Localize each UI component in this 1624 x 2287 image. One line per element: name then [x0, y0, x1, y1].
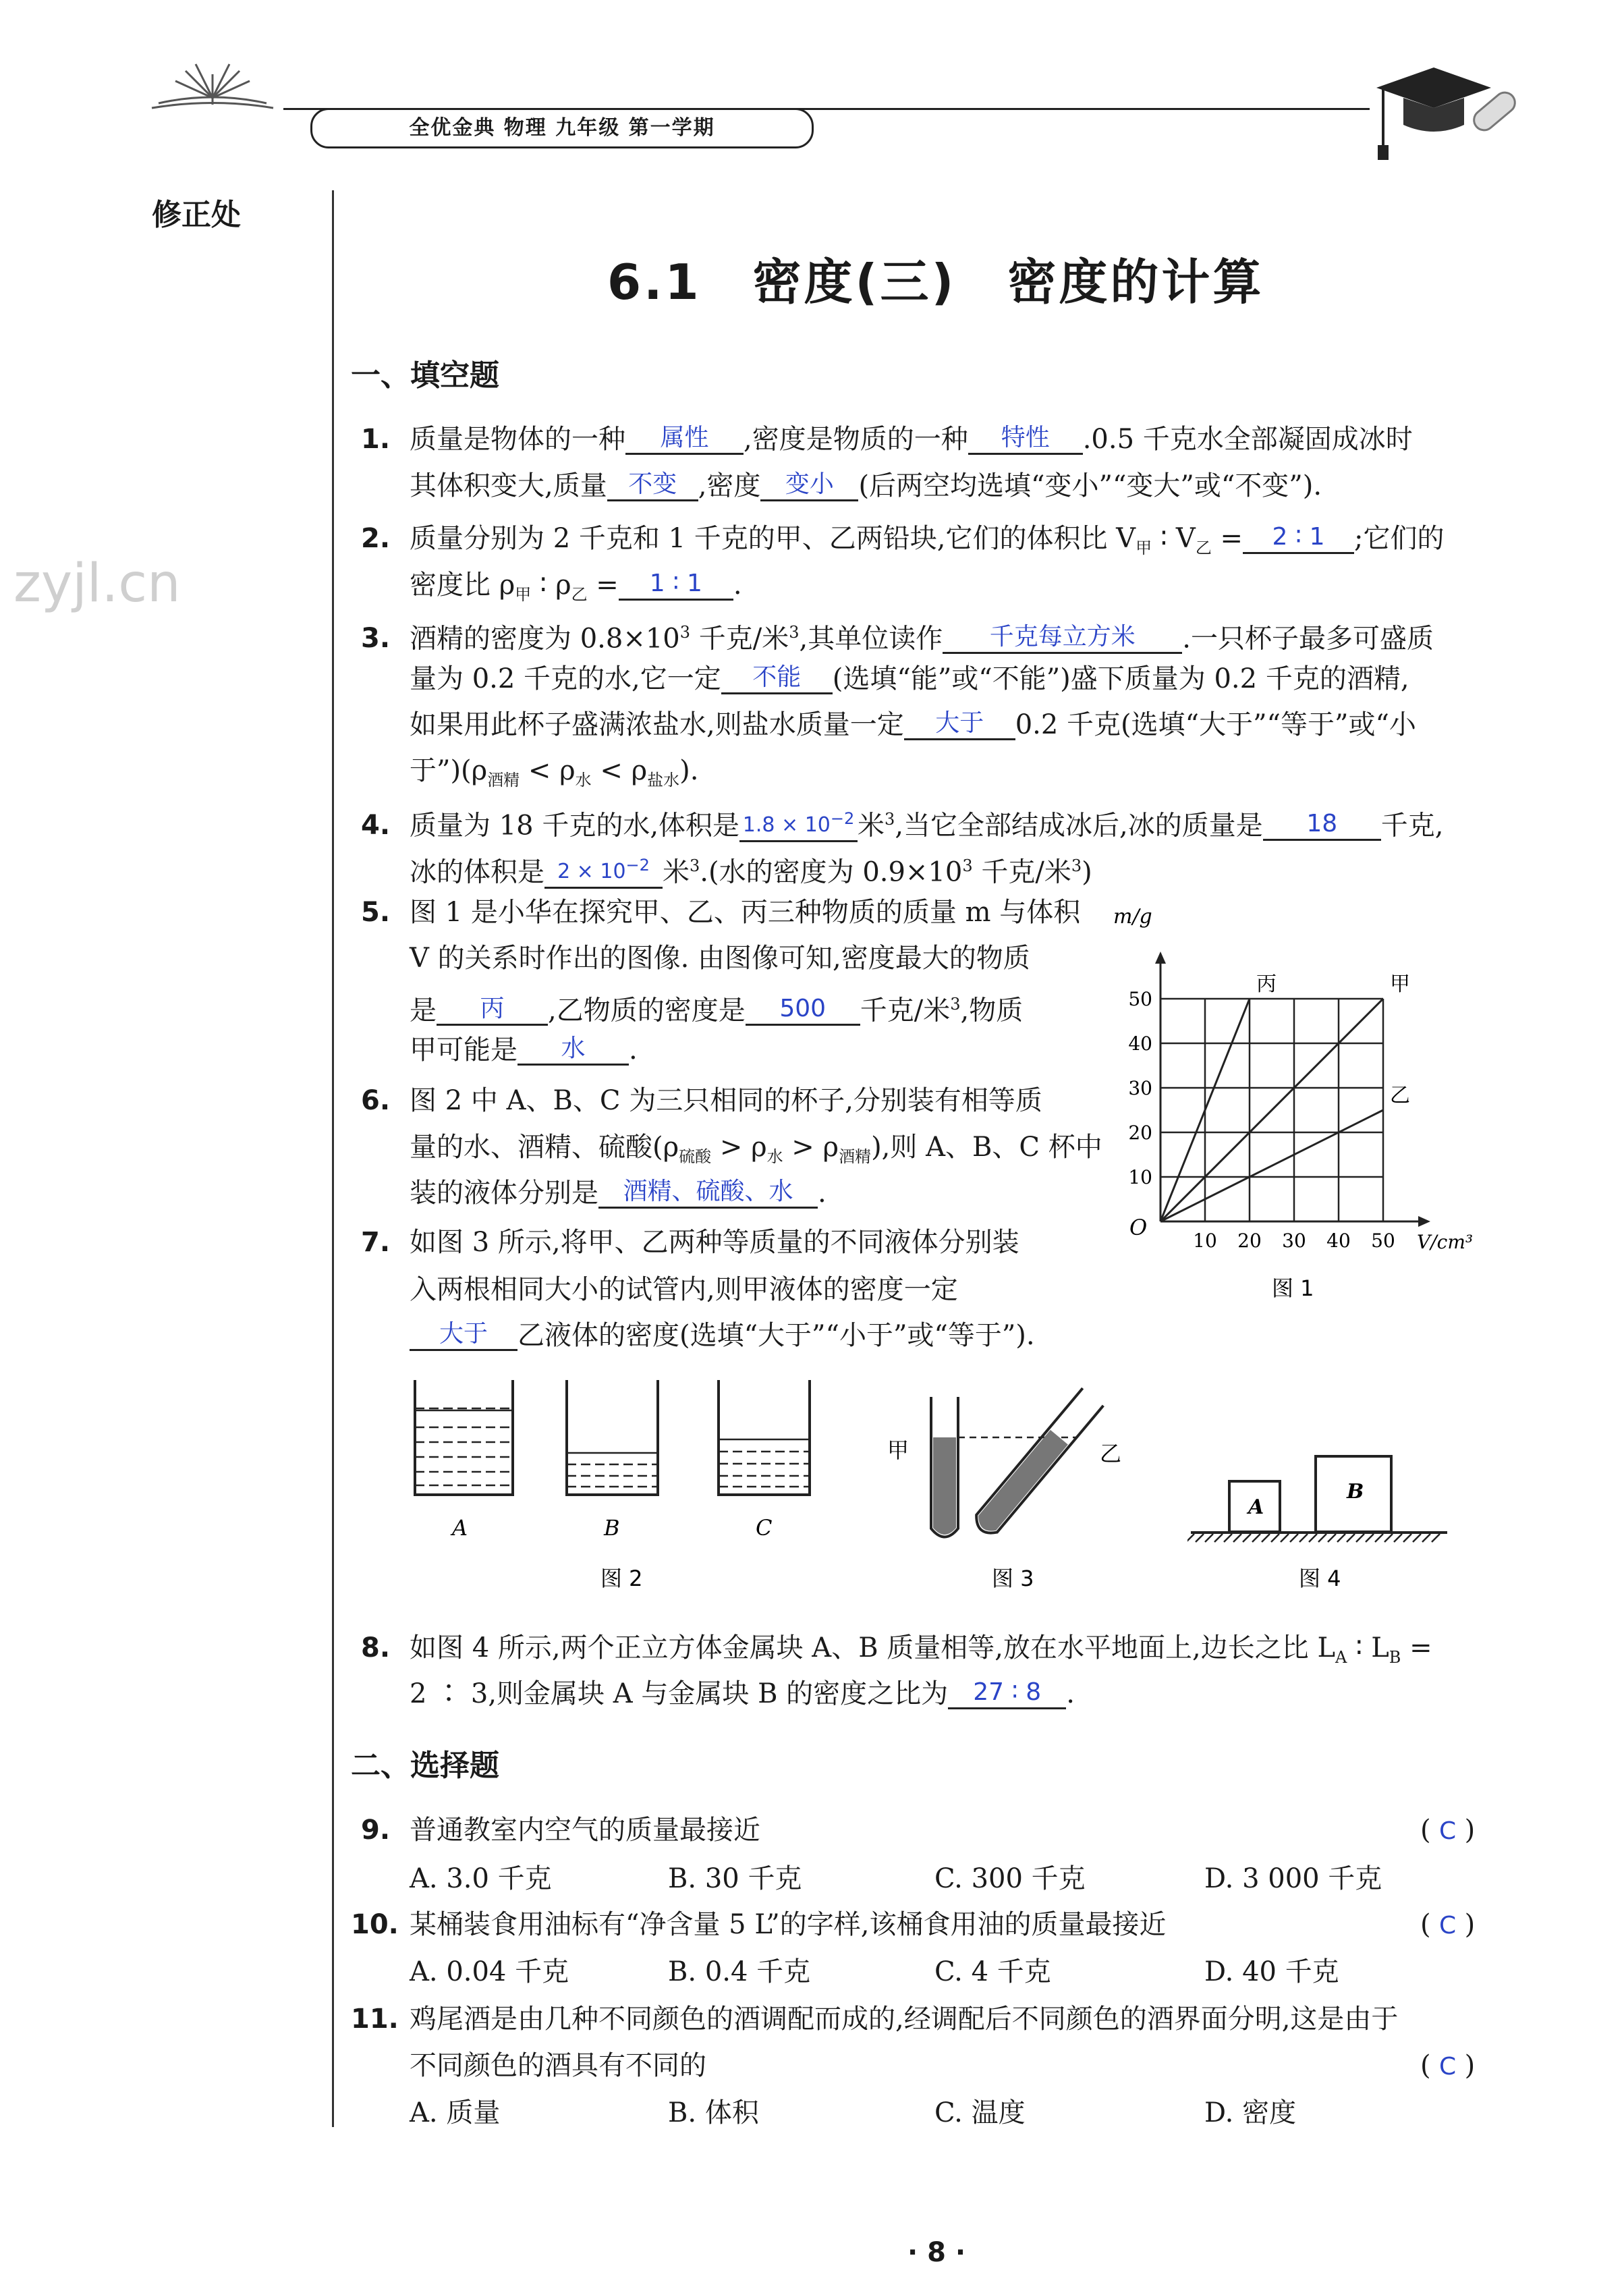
cup-a-label: A	[452, 1515, 468, 1541]
figure-2-cups	[398, 1367, 816, 1589]
question-3: 3. 酒精的密度为 $0.8\times 10^3$ 千克/米$^3$,其单位读作 千克每立方米 .一只杯子最多可盛质	[361, 623, 1434, 655]
series-label: 乙	[1390, 1084, 1410, 1107]
ground-hatch	[1290, 1534, 1298, 1542]
question-6: 6. 图 2 中 A、B、C 为三只相同的杯子,分别装有相等质	[361, 1085, 1042, 1116]
answer-blank: 1 ∶ 1	[619, 569, 733, 601]
answer-blank: 500	[746, 994, 860, 1026]
figure-1-caption: 图 1	[1272, 1275, 1314, 1301]
question-8-line2: 2 ∶ 3,则金属块 A 与金属块 B 的密度之比为 27 ∶ 8 .	[410, 1678, 1075, 1709]
question-5: 5. 图 1 是小华在探究甲、乙、丙三种物质的质量 m 与体积	[361, 897, 1081, 928]
block-a-label: A	[1248, 1495, 1264, 1519]
ground-hatch	[1243, 1534, 1251, 1542]
ground-hatch	[1224, 1534, 1232, 1542]
ground-hatch	[1214, 1534, 1223, 1542]
question-9-answer: ( C )	[1420, 1815, 1476, 1846]
x-tick-label: 10	[1193, 1230, 1217, 1252]
origin-label: O	[1129, 1215, 1148, 1240]
answer-blank: 变小	[760, 470, 858, 501]
q11-option-d: D. 密度	[1204, 2097, 1297, 2128]
answer-blank: $2 \times 10^{-2}$	[544, 850, 663, 889]
y-tick-label: 10	[1128, 1166, 1152, 1188]
x-axis-arrow	[1418, 1216, 1430, 1227]
question-7-line3: 大于 乙液体的密度(选填“大于”“小于”或“等于”).	[410, 1313, 1035, 1358]
ground-hatch	[1328, 1534, 1336, 1542]
section-fill-blank: 一、填空题	[351, 358, 499, 393]
series-label: 丙	[1256, 972, 1277, 996]
question-7: 7. 如图 3 所示,将甲、乙两种等质量的不同液体分别装	[361, 1227, 1019, 1258]
y-tick-label: 30	[1128, 1077, 1152, 1099]
question-1-line2: 其体积变大,质量 不变 ,密度 变小 (后两空均选填“变小”“变大”或“不变”).	[410, 470, 1322, 501]
cup-c-label: C	[756, 1515, 773, 1541]
ground-hatch	[1233, 1534, 1241, 1542]
watermark: zyjl.cn	[13, 553, 181, 614]
ground-hatch	[1403, 1534, 1411, 1542]
answer-blank: 丙	[437, 994, 548, 1026]
page-title: 6.1 密度(三) 密度的计算	[607, 254, 1264, 310]
tube-yi-label: 乙	[1100, 1441, 1122, 1466]
cup-c	[719, 1380, 810, 1495]
figure-3-caption: 图 3	[992, 1566, 1034, 1591]
ground-hatch	[1196, 1534, 1204, 1542]
question-3-line3: 如果用此杯子盛满浓盐水,则盐水质量一定 大于 0.2 千克(选填“大于”“等于”或“小	[410, 709, 1416, 740]
answer-blank: 特性	[968, 423, 1083, 455]
y-tick-label: 50	[1128, 988, 1152, 1010]
tube-jia-label: 甲	[887, 1437, 909, 1463]
graduation-cap-icon	[1370, 54, 1525, 162]
question-5-line4: 甲可能是 水 .	[410, 1035, 638, 1066]
x-tick-label: 20	[1237, 1230, 1262, 1252]
y-tick-label: 20	[1128, 1122, 1152, 1144]
question-11-answer: ( C )	[1420, 2050, 1476, 2081]
question-2-line2: 密度比 $\rho_甲$ ∶ $\rho_乙 = 1$ ∶ 1 .	[410, 570, 742, 604]
question-5-line2: V 的关系时作出的图像. 由图像可知,密度最大的物质	[410, 943, 1030, 974]
question-4: 4. 质量为 18 千克的水,体积是 $1.8 \times 10^{-2}$ 米$^3$,当它全部结成冰后,冰的质量是 18 千克,	[361, 796, 1443, 848]
ground-hatch	[1281, 1534, 1289, 1542]
figure-1-chart	[1107, 898, 1484, 1316]
question-10: 10. 某桶装食用油标有“净含量 5 L”的字样,该桶食用油的质量最接近	[351, 1909, 1167, 1940]
q9-option-a: A. 3.0 千克	[410, 1863, 552, 1894]
q9-option-c: C. 300 千克	[934, 1863, 1086, 1894]
ground-hatch	[1187, 1534, 1194, 1542]
answer-blank: 水	[517, 1034, 629, 1066]
q11-option-a: A. 质量	[410, 2097, 501, 2128]
q10-option-d: D. 40 千克	[1204, 1956, 1339, 1987]
answer-blank: 2 ∶ 1	[1243, 522, 1354, 554]
question-8: 8. 如图 4 所示,两个正立方体金属块 A、B 质量相等,放在水平地面上,边长之比 $L_A$ ∶ $L_B$ =	[361, 1632, 1432, 1667]
ground-hatch	[1309, 1534, 1317, 1542]
series-label: 甲	[1390, 972, 1410, 996]
q11-option-c: C. 温度	[934, 2097, 1026, 2128]
section-multiple-choice: 二、选择题	[351, 1748, 499, 1783]
question-3-line2: 量为 0.2 千克的水,它一定 不能 (选填“能”或“不能”)盛下质量为 0.2 千克的酒精,	[410, 663, 1409, 694]
correction-label: 修正处	[152, 198, 241, 232]
book-logo-icon	[145, 57, 280, 118]
cup-a	[415, 1380, 513, 1495]
ground-hatch	[1375, 1534, 1383, 1542]
x-axis-label: V/cm³	[1417, 1231, 1474, 1253]
x-tick-label: 40	[1326, 1230, 1351, 1252]
figure-2-caption: 图 2	[600, 1566, 643, 1589]
q10-option-a: A. 0.04 千克	[410, 1956, 569, 1987]
ground-hatch	[1299, 1534, 1308, 1542]
ground-hatch	[1252, 1534, 1260, 1542]
question-6-line2: 量的水、酒精、硫酸$(\rho_{硫酸} > \rho_水 > \rho_{酒精})$,则 A、B、C 杯中	[410, 1132, 1102, 1166]
ground-hatch	[1205, 1534, 1213, 1542]
question-6-line3: 装的液体分别是 酒精、硫酸、水 .	[410, 1178, 827, 1209]
ground-hatch	[1394, 1534, 1402, 1542]
ground-hatch	[1262, 1534, 1270, 1542]
margin-rule	[332, 190, 334, 2127]
question-1: 1. 质量是物体的一种 属性 ,密度是物质的一种 特性 .0.5 千克水全部凝固成冰时	[361, 424, 1413, 455]
answer-blank: 18	[1263, 809, 1381, 841]
ground-hatch	[1432, 1534, 1440, 1542]
answer-blank: 属性	[625, 423, 744, 455]
ground-hatch	[1271, 1534, 1279, 1542]
question-10-answer: ( C )	[1420, 1909, 1476, 1940]
cup-b	[567, 1380, 658, 1495]
ground-hatch	[1356, 1534, 1364, 1542]
question-4-line2: 冰的体积是 $2 \times 10^{-2}$ 米$^3$.(水的密度为 $0.9\times 10^3$ 千克/米$^3$)	[410, 843, 1092, 895]
answer-blank: 不变	[607, 470, 698, 501]
x-tick-label: 50	[1371, 1230, 1395, 1252]
question-11: 11. 鸡尾酒是由几种不同颜色的酒调配而成的,经调配后不同颜色的酒界面分明,这是由于	[351, 2004, 1399, 2035]
ground-hatch	[1347, 1534, 1355, 1542]
answer-blank: 千克每立方米	[943, 622, 1182, 654]
series-line-3	[1160, 1110, 1383, 1221]
answer-blank: 大于	[410, 1319, 517, 1351]
y-axis-arrow	[1155, 952, 1166, 964]
page-number: · 8 ·	[907, 2237, 966, 2268]
q9-option-b: B. 30 千克	[668, 1863, 802, 1894]
block-b-label: B	[1347, 1480, 1364, 1504]
ground-hatch	[1413, 1534, 1421, 1542]
book-header: 全优金典 物理 九年级 第一学期	[310, 108, 814, 148]
cup-b-label: B	[604, 1515, 620, 1541]
question-2: 2. 质量分别为 2 千克和 1 千克的甲、乙两铅块,它们的体积比 $V_甲$ ∶ $V_乙 = 2$ ∶ 1 ;它们的	[361, 523, 1445, 557]
ground-hatch	[1422, 1534, 1430, 1542]
question-11-line2: 不同颜色的酒具有不同的	[410, 2050, 706, 2081]
answer-blank: $1.8 \times 10^{-2}$	[739, 804, 858, 842]
ground-hatch	[1366, 1534, 1374, 1542]
ground-hatch	[1337, 1534, 1345, 1542]
figure-4-blocks	[1187, 1444, 1451, 1596]
question-9: 9. 普通教室内空气的质量最接近	[361, 1815, 760, 1846]
answer-blank: 大于	[904, 709, 1015, 740]
y-tick-label: 40	[1128, 1032, 1152, 1055]
answer-blank: 27 ∶ 8	[948, 1678, 1066, 1709]
answer-blank: 不能	[721, 663, 833, 694]
question-5-line3: 是 丙 ,乙物质的密度是 500 千克/米$^3$,物质	[410, 995, 1024, 1026]
ground-hatch	[1384, 1534, 1393, 1542]
answer-blank: 酒精、硫酸、水	[598, 1177, 818, 1209]
series-line-2	[1160, 999, 1383, 1221]
question-7-line2: 入两根相同大小的试管内,则甲液体的密度一定	[410, 1274, 958, 1305]
q9-option-d: D. 3 000 千克	[1204, 1863, 1382, 1894]
q10-option-b: B. 0.4 千克	[668, 1956, 811, 1987]
ground-hatch	[1318, 1534, 1326, 1542]
question-3-line4: 于$”)(\rho_{酒精} < \rho_水 < \rho_{盐水})$.	[410, 755, 699, 790]
q10-option-c: C. 4 千克	[934, 1956, 1051, 1987]
y-axis-label: m/g	[1113, 905, 1152, 929]
figure-3-test-tubes	[877, 1383, 1147, 1593]
figure-4-caption: 图 4	[1299, 1566, 1341, 1591]
q11-option-b: B. 体积	[668, 2097, 759, 2128]
x-tick-label: 30	[1282, 1230, 1306, 1252]
